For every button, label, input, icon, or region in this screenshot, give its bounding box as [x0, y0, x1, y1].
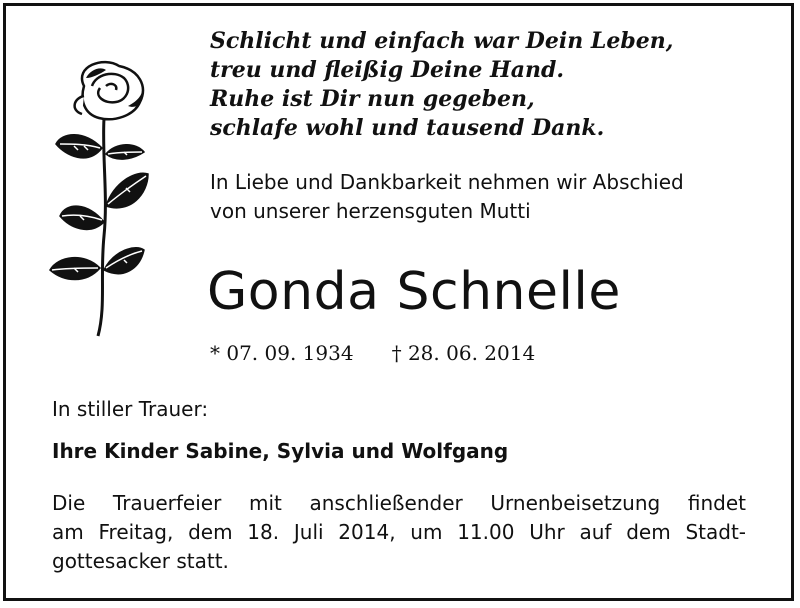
- mourners: Ihre Kinder Sabine, Sylvia und Wolfgang: [52, 439, 509, 463]
- poem-line: schlafe wohl und tausend Dank.: [210, 115, 605, 141]
- deceased-name: Gonda Schnelle: [207, 262, 621, 322]
- farewell-intro: [210, 168, 780, 226]
- poem-line: Ruhe ist Dir nun gegeben,: [210, 86, 535, 112]
- birth-date: * 07. 09. 1934: [210, 341, 354, 365]
- poem: [210, 27, 770, 143]
- intro-line: von unserer herzensguten Mutti: [210, 199, 531, 223]
- poem-line: Schlicht und einfach war Dein Leben,: [210, 28, 674, 54]
- service-announcement: [52, 489, 746, 576]
- intro-line: In Liebe und Dankbarkeit nehmen wir Abschied: [210, 170, 684, 194]
- service-line: am Freitag, dem 18. Juli 2014, um 11.00 Uhr auf dem Stadt-: [52, 520, 746, 544]
- death-date: † 28. 06. 2014: [391, 341, 536, 365]
- poem-line: treu und fleißig Deine Hand.: [210, 57, 565, 83]
- service-line: Die Trauerfeier mit anschließender Urnenbeisetzung findet: [52, 491, 746, 515]
- service-line: gottesacker statt.: [52, 549, 229, 573]
- mourning-label: In stiller Trauer:: [52, 397, 209, 421]
- rose-icon: [44, 56, 154, 338]
- life-dates: [210, 338, 535, 368]
